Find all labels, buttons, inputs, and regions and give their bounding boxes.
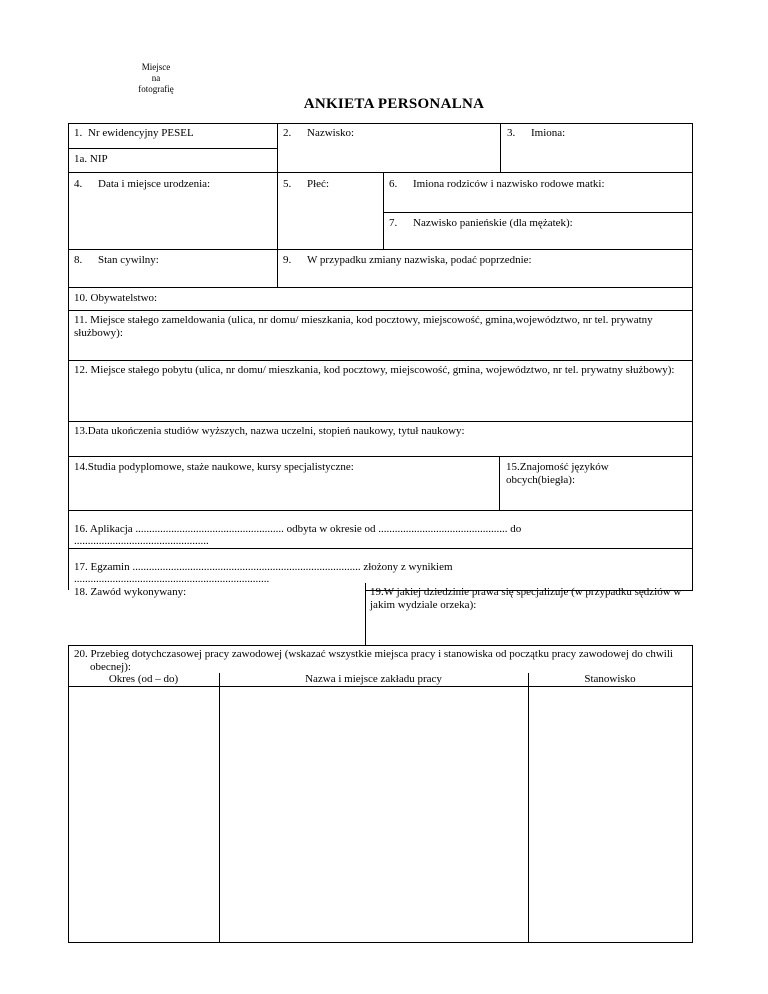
field-surname-label: 2. Nazwisko: [283,127,355,139]
photo-line-1: Miejsce [141,62,171,72]
field-sex-label: 5. Płeć: [283,178,329,190]
page-title: ANKIETA PERSONALNA [303,96,485,112]
field-exam-line2: ....................................................................... [74,573,270,585]
field-previous-name-label: 9. W przypadku zmiany nazwiska, podać poprzednie: [283,254,532,266]
field-registered-address-label: 11. Miejsce stałego zameldowania (ulica, nr domu/ mieszkania, kod pocztowy, miejscowość, gmina,województwo, nr tel. prywatny służbowy): [74,314,653,339]
field-citizenship-label: 10. Obywatelstwo: [74,292,158,304]
field-exam-line1: 17. Egzamin ................................................................................... złożony z wynikiem [74,561,453,573]
photo-line-3: fotografię [138,84,174,94]
field-studies-label: 13.Data ukończenia studiów wyższych, nazwa uczelni, stopień naukowy, tytuł naukowy: [74,425,465,437]
field-work-history-label: 20. Przebieg dotychczasowej pracy zawodowej (wskazać wszystkie miejsca pracy i stanowiska od początku pracy zawodowej do chwili obecnej): [74,648,673,673]
photo-placeholder [126,62,186,95]
field-specialization-label: 19.W jakiej dziedzinie prawa się specjalizuje (w przypadku sędziów w jakim wydziale orzeka): [370,586,682,611]
field-languages-label: 15.Znajomość języków obcych(biegła): [506,461,609,486]
field-apprenticeship-line2: ................................................. [74,535,209,547]
field-pesel-label: 1. Nr ewidencyjny PESEL [74,127,194,139]
field-first-names-label: 3. Imiona: [507,127,566,139]
field-profession-label: 18. Zawód wykonywany: [74,586,187,598]
photo-line-2: na [151,73,161,83]
work-table-header-position: Stanowisko [584,673,636,685]
field-birth-label: 4. Data i miejsce urodzenia: [74,178,211,190]
work-table-header-employer: Nazwa i miejsce zakładu pracy [305,673,442,685]
field-postgraduate-label: 14.Studia podyplomowe, staże naukowe, kursy specjalistyczne: [74,461,354,473]
field-nip-label: 1a. NIP [74,153,108,165]
field-residence-address-label: 12. Miejsce stałego pobytu (ulica, nr domu/ mieszkania, kod pocztowy, miejscowość, gmina, województwo, nr tel. prywatny służbowy): [74,364,675,376]
field-apprenticeship-line1: 16. Aplikacja ...................................................... odbyta w okresie od ............................................... do [74,523,522,535]
field-marital-label: 8. Stan cywilny: [74,254,159,266]
work-table-header-period: Okres (od – do) [108,673,179,685]
field-maiden-name-label: 7. Nazwisko panieńskie (dla mężatek): [389,217,573,229]
field-parents-label: 6. Imiona rodziców i nazwisko rodowe matki: [389,178,605,190]
